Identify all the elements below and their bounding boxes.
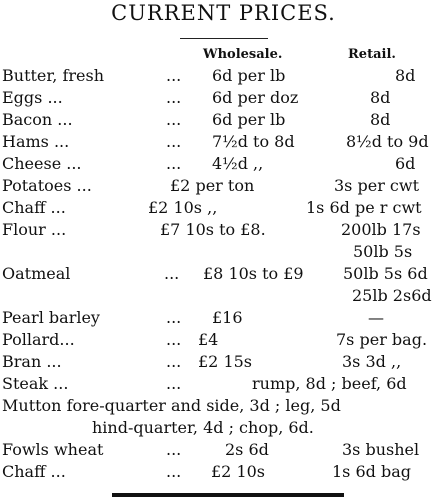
price-detail: rump, 8d ; beef, 6d: [252, 374, 407, 393]
leader-dots: ...: [166, 330, 182, 349]
item-name: Steak ...: [2, 374, 69, 393]
item-name: Pollard...: [2, 330, 75, 349]
price-row-flour: [0, 220, 447, 242]
wholesale-price: £2 10s ,,: [148, 198, 218, 217]
leader-dots: ...: [166, 462, 182, 481]
leader-dots: ...: [166, 374, 182, 393]
leader-dots: ...: [166, 110, 182, 129]
retail-price: 8½d to 9d: [346, 132, 429, 151]
price-row-bran: [0, 352, 447, 374]
leader-dots: ...: [166, 352, 182, 371]
price-row-pollard: [0, 330, 447, 352]
wholesale-price: 2s 6d: [225, 440, 269, 459]
price-row-chaff: [0, 198, 447, 220]
retail-price: 8d: [370, 110, 391, 129]
price-row-pearl-barley: [0, 308, 447, 330]
item-name: Bacon ...: [2, 110, 73, 129]
wholesale-price: £4: [198, 330, 219, 349]
price-row-potatoes: [0, 176, 447, 198]
item-name: Potatoes ...: [2, 176, 92, 195]
price-row-mutton-cont: [0, 418, 447, 440]
wholesale-price: £2 15s: [198, 352, 253, 371]
wholesale-price: 6d per doz: [212, 88, 299, 107]
leader-dots: ...: [166, 308, 182, 327]
wholesale-price: £2 per ton: [170, 176, 255, 195]
retail-price-continued: 50lb 5s: [353, 242, 413, 261]
wholesale-price: £8 10s to £9: [203, 264, 304, 283]
retail-price: 1s 6d pe r cwt: [306, 198, 422, 217]
price-row-cheese: [0, 154, 447, 176]
price-row-flour-cont: [0, 242, 447, 264]
leader-dots: ...: [166, 132, 182, 151]
wholesale-price: 6d per lb: [212, 110, 286, 129]
wholesale-price: £2 10s: [211, 462, 266, 481]
item-name: Chaff ...: [2, 198, 66, 217]
item-name: Fowls wheat: [2, 440, 104, 459]
item-name: Hams ...: [2, 132, 70, 151]
retail-price: 50lb 5s 6d: [343, 264, 428, 283]
retail-price: 6d: [395, 154, 416, 173]
wholesale-price: £7 10s to £8.: [160, 220, 266, 239]
item-name: Butter, fresh: [2, 66, 105, 85]
wholesale-price: 7½d to 8d: [212, 132, 295, 151]
price-row-mutton: [0, 396, 447, 418]
retail-price: 3s per cwt: [334, 176, 420, 195]
price-row-oatmeal: [0, 264, 447, 286]
item-name: Bran ...: [2, 352, 62, 371]
title-divider: [180, 38, 268, 39]
retail-price: 8d: [370, 88, 391, 107]
leader-dots: ...: [166, 88, 182, 107]
price-row-butter: [0, 66, 447, 88]
item-name: Cheese ...: [2, 154, 82, 173]
price-detail-continued: hind-quarter, 4d ; chop, 6d.: [92, 418, 314, 437]
item-name: Chaff ...: [2, 462, 66, 481]
retail-price-continued: 25lb 2s6d: [352, 286, 432, 305]
price-row-fowls-wheat: [0, 440, 447, 462]
item-name-with-prices: Mutton fore-quarter and side, 3d ; leg, 5d: [2, 396, 341, 415]
wholesale-price: £16: [212, 308, 243, 327]
price-row-eggs: [0, 88, 447, 110]
retail-price: 3s bushel: [342, 440, 420, 459]
retail-price: 1s 6d bag: [332, 462, 412, 481]
item-name: Oatmeal: [2, 264, 71, 283]
price-row-steak: [0, 374, 447, 396]
retail-price: 3s 3d ,,: [342, 352, 402, 371]
price-row-hams: [0, 132, 447, 154]
item-name: Pearl barley: [2, 308, 100, 327]
price-row-oatmeal-cont: [0, 286, 447, 308]
leader-dots: ...: [166, 66, 182, 85]
retail-price: —: [368, 308, 384, 327]
bottom-rule: [112, 493, 344, 497]
retail-price: 8d: [395, 66, 416, 85]
leader-dots: ...: [164, 264, 180, 283]
item-name: Eggs ...: [2, 88, 63, 107]
leader-dots: ...: [166, 440, 182, 459]
price-row-bacon: [0, 110, 447, 132]
wholesale-price: 6d per lb: [212, 66, 286, 85]
item-name: Flour ...: [2, 220, 67, 239]
wholesale-header: Wholesale.: [203, 47, 283, 62]
leader-dots: ...: [166, 154, 182, 173]
wholesale-price: 4½d ,,: [212, 154, 264, 173]
page-title: CURRENT PRICES.: [111, 1, 336, 25]
retail-header: Retail.: [348, 47, 396, 62]
price-row-chaff-2: [0, 462, 447, 484]
retail-price: 200lb 17s: [341, 220, 421, 239]
retail-price: 7s per bag.: [336, 330, 428, 349]
